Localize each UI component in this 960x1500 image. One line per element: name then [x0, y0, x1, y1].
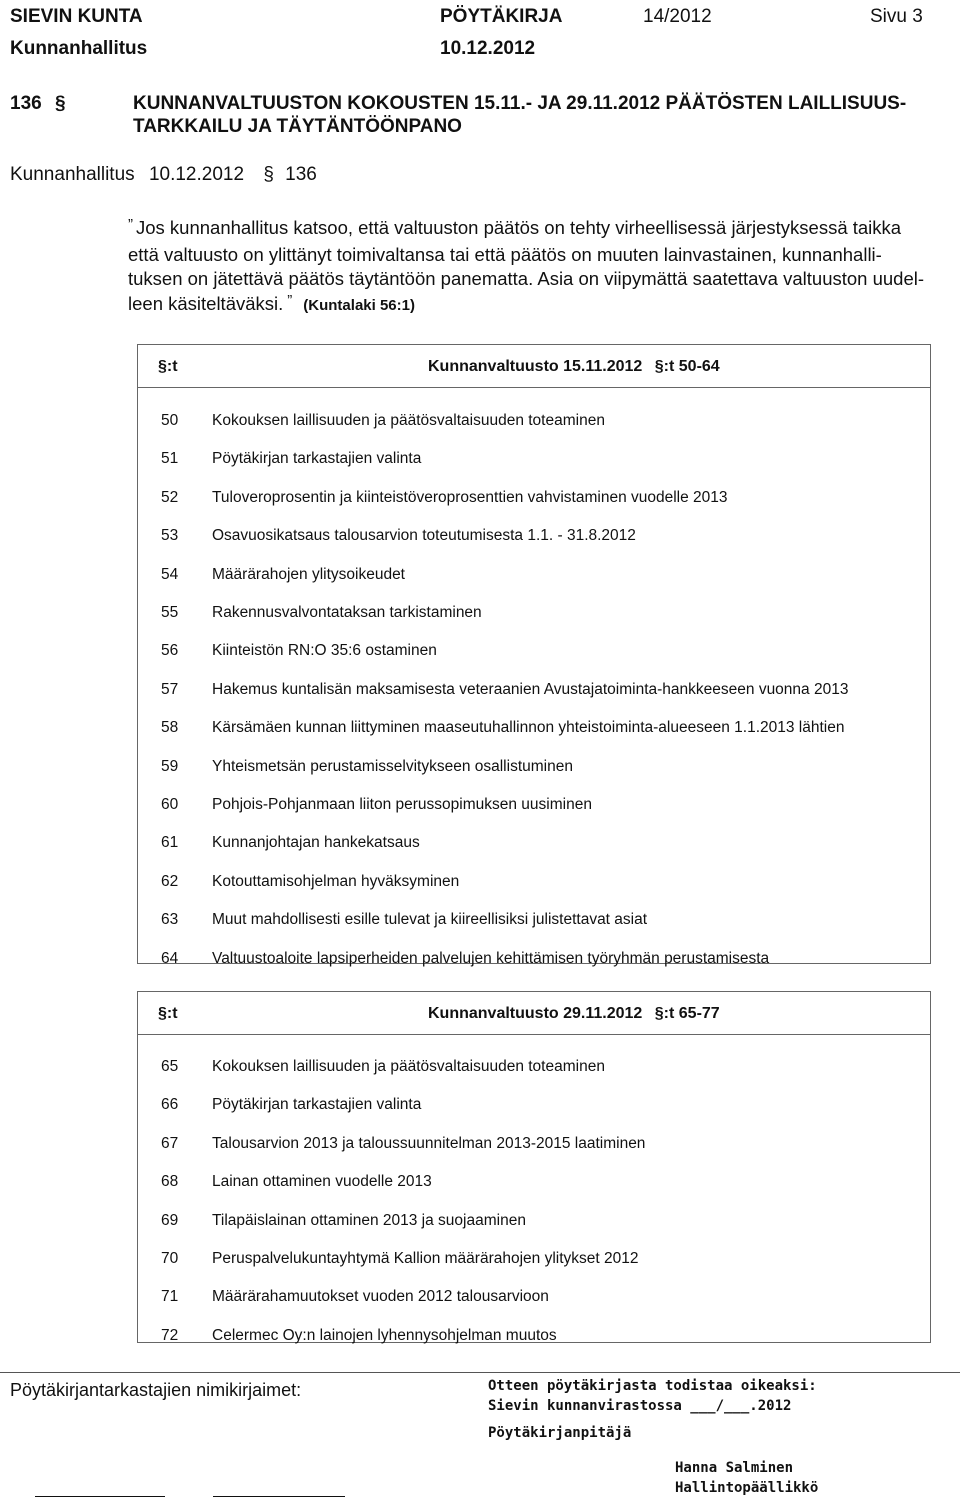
meeting-table-1 [137, 344, 931, 967]
agenda-item-number: 59 [161, 757, 179, 775]
section-number-value: 136 [10, 93, 42, 114]
agenda-item-title: Kokouksen laillisuuden ja päätösvaltaisuuden toteaminen [212, 412, 605, 429]
close-quote: ” [287, 291, 293, 309]
agenda-item-title: Pöytäkirjan tarkastajien valinta [212, 450, 422, 468]
certify-line: Otteen pöytäkirjasta todistaa oikeaksi: [488, 1378, 817, 1394]
header-date: 10.12.2012 [440, 38, 536, 59]
agenda-item-title: Peruspalvelukuntayhtymä Kallion määrärahojen ylitykset 2012 [212, 1250, 639, 1267]
agenda-item-title: Kotouttamisohjelman hyväksyminen [212, 872, 460, 890]
agenda-item-number: 71 [161, 1288, 179, 1306]
agenda-item-title: Kokouksen laillisuuden ja päätösvaltaisuuden toteaminen [212, 1058, 605, 1075]
agenda-item-title: Muut mahdollisesti esille tulevat ja kiireellisiksi julistettavat asiat [212, 911, 648, 929]
agenda-item-title: Lainan ottaminen vuodelle 2013 [212, 1173, 432, 1191]
signer-title: Hallintopäällikkö [675, 1480, 819, 1496]
document-type: PÖYTÄKIRJA [440, 6, 563, 27]
inspectors-label: Pöytäkirjantarkastajien nimikirjaimet: [10, 1380, 302, 1400]
agenda-item-number: 55 [161, 604, 179, 621]
agenda-item-number: 65 [161, 1058, 179, 1075]
agenda-item-number: 68 [161, 1173, 179, 1191]
agenda-item-number: 72 [161, 1326, 179, 1344]
agenda-item-title: Tuloveroprosentin ja kiinteistöveroprosenttien vahvistaminen vuodelle 2013 [212, 488, 728, 506]
quote-line-4 [128, 292, 953, 319]
agenda-item-title: Kiinteistön RN:O 35:6 ostaminen [212, 642, 437, 660]
section-symbol: § [54, 93, 66, 114]
agenda-item-number: 70 [161, 1250, 179, 1267]
quote-line-3: tuksen on jätettävä päätös täytäntöön panematta. Asia on viipymättä saatettava valtuuston uudel- [128, 268, 925, 289]
agenda-item-title: Kärsämäen kunnan liittyminen maaseutuhallinnon yhteistoiminta-alueeseen 1.1.2013 lähtien [212, 719, 845, 737]
recorder-role: Pöytäkirjanpitäjä [488, 1425, 632, 1441]
agenda-item-number: 60 [161, 796, 179, 813]
law-reference: (Kuntalaki 56:1) [303, 296, 415, 314]
initials-line-1 [35, 1496, 165, 1497]
meeting-1-range: §:t 50-64 [654, 358, 720, 375]
quote-line-1-text: Jos kunnanhallitus katsoo, että valtuuston päätös on tehty virheellisessä järjestyksessä taikka [136, 217, 902, 238]
header-body: Kunnanhallitus [10, 38, 148, 59]
section-title-line1: KUNNANVALTUUSTON KOKOUSTEN 15.11.- JA 29.11.2012 PÄÄTÖSTEN LAILLISUUS- [133, 93, 907, 114]
agenda-item-number: 50 [161, 412, 179, 429]
meeting-2-title-text: Kunnanvaltuusto 29.11.2012 [428, 1005, 643, 1022]
meeting-2-range: §:t 65-77 [654, 1005, 720, 1022]
agenda-item-number: 56 [161, 642, 179, 660]
agenda-item-title: Valtuustoaloite lapsiperheiden palvelujen kehittämisen työryhmän perustamisesta [212, 949, 770, 967]
meeting-2-section-label: §:t [158, 1005, 178, 1022]
agenda-item-title: Rakennusvalvontataksan tarkistaminen [212, 604, 482, 621]
agenda-item-title: Tilapäislainan ottaminen 2013 ja suojaaminen [212, 1211, 526, 1229]
agenda-item-title: Hakemus kuntalisän maksamisesta veteraanien Avustajatoiminta-hankkeeseen vuonna 2013 [212, 680, 849, 698]
agenda-item-title: Yhteismetsän perustamisselvitykseen osallistuminen [212, 757, 573, 775]
ref-body: Kunnanhallitus [10, 164, 135, 185]
agenda-item-title: Osavuosikatsaus talousarvion toteutumisesta 1.1. - 31.8.2012 [212, 527, 636, 545]
agenda-item-title: Pohjois-Pohjanmaan liiton perussopimuksen uusiminen [212, 796, 592, 813]
document-number: 14/2012 [643, 6, 712, 27]
page-number: Sivu 3 [870, 6, 923, 27]
agenda-item-number: 52 [161, 488, 179, 506]
open-quote: ” [128, 216, 133, 233]
quote-line-1 [128, 216, 953, 243]
ref-date: 10.12.2012 [148, 164, 245, 185]
section-title-line2: TARKKAILU JA TÄYTÄNTÖÖNPANO [133, 116, 462, 137]
meeting-table-2 [137, 991, 931, 1343]
agenda-item-number: 57 [161, 680, 179, 698]
ref-number: 136 [285, 164, 317, 185]
section-reference [10, 164, 317, 186]
place-line: Sievin kunnanvirastossa ___/___.2012 [488, 1398, 792, 1414]
initials-line-2 [213, 1496, 345, 1497]
agenda-item-number: 66 [161, 1096, 179, 1114]
agenda-item-title: Celermec Oy:n lainojen lyhennysohjelman muutos [212, 1326, 557, 1344]
agenda-item-number: 62 [161, 872, 179, 890]
agenda-item-number: 53 [161, 527, 179, 545]
agenda-item-number: 67 [161, 1134, 179, 1152]
agenda-item-title: Pöytäkirjan tarkastajien valinta [212, 1096, 422, 1114]
agenda-item-number: 64 [161, 949, 179, 967]
footer-divider [0, 1372, 960, 1373]
agenda-item-number: 69 [161, 1211, 179, 1229]
meeting-2-title [428, 1005, 720, 1023]
meeting-table-1-header [138, 345, 930, 388]
meeting-1-title [428, 358, 720, 376]
meeting-1-title-text: Kunnanvaltuusto 15.11.2012 [428, 358, 643, 375]
municipality-name: SIEVIN KUNTA [10, 6, 143, 27]
agenda-item-number: 54 [161, 565, 179, 583]
agenda-item-number: 61 [161, 834, 179, 852]
agenda-item-title: Määrärahamuutokset vuoden 2012 talousarvioon [212, 1288, 549, 1306]
ref-symbol: § [263, 164, 274, 185]
agenda-item-title: Määrärahojen ylitysoikeudet [212, 565, 405, 583]
law-quote [128, 216, 953, 318]
agenda-item-number: 58 [161, 719, 179, 737]
meeting-1-section-label: §:t [158, 358, 178, 375]
signer-name: Hanna Salminen [675, 1460, 794, 1476]
section-title [133, 92, 906, 138]
agenda-item-number: 63 [161, 911, 179, 929]
quote-line-2: että valtuusto on ylittänyt toimivaltansa tai että päätös on muuten lainvastainen, kunnanhalli- [128, 243, 882, 265]
section-number [10, 92, 66, 115]
agenda-item-title: Kunnanjohtajan hankekatsaus [212, 834, 420, 852]
agenda-item-number: 51 [161, 450, 179, 468]
quote-line-4-text: leen käsiteltäväksi. [128, 292, 284, 314]
agenda-item-title: Talousarvion 2013 ja taloussuunnitelman 2013-2015 laatiminen [212, 1134, 646, 1152]
meeting-table-2-header [138, 992, 930, 1035]
